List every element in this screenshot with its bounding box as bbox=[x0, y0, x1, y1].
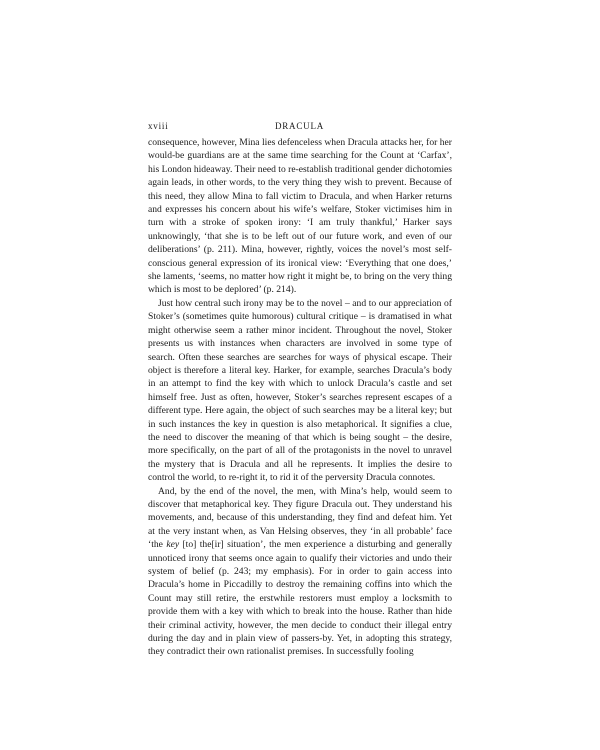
running-head bbox=[148, 121, 451, 135]
running-title: DRACULA bbox=[274, 121, 325, 131]
paragraph: consequence, however, Mina lies defenceless when Dracula attacks her, for her would-be guardians are at the same time searching for the Count at ‘Carfax’, his London hideaway. Their need to re-establish traditional gender dichotomies again leads, in other words, to the very thing they wish to prevent. Because of this need, they allow Mina to fall victim to Dracula, and when Harker returns and expresses his concern about his wife’s welfare, Stoker victimises him in turn with a stroke of spoken irony: ‘I am truly thankful,’ Harker says unknowingly, ‘that she is to be left out of our future work, and even of our deliberations’ (p. 211). Mina, however, rightly, voices the novel’s most self-conscious general expression of its ironical view: ‘Everything that one does,’ she laments, ‘seems, no matter how right it might be, to bring on the very thing which is most to be deplored’ (p. 214). bbox=[148, 137, 452, 296]
body-text bbox=[148, 136, 452, 659]
paragraph-text: [to] the[ir] situation’, the men experience a disturbing and generally unnoticed irony that seems once again to qualify their victories and undo their system of belief (p. 243; my emphasis). For in order to gain access into Dracula’s home in Piccadilly to destroy the remaining coffins into which the Count may still retire, the erstwhile restorers must employ a locksmith to provide them with a key with which to break into the house. Rather than hide their criminal activity, however, the men decide to conduct their illegal entry during the day and in plain view of passers-by. Yet, in adopting this strategy, they contradict their own rationalist premises. In successfully fooling bbox=[148, 539, 452, 658]
emphasized-word: key bbox=[166, 539, 180, 551]
paragraph bbox=[148, 485, 452, 659]
paragraph-text: And, by the end of the novel, the men, with Mina’s help, would seem to discover that metaphorical key. They figure Dracula out. They understand his movements, and, because of this understanding, they find and defeat him. Yet at the very instant when, as Van Helsing observes, they ‘in all probable’ face ‘the bbox=[148, 485, 452, 551]
page-number: xviii bbox=[148, 121, 169, 131]
paragraph: Just how central such irony may be to the novel – and to our appreciation of Stoker’s (sometimes quite humorous) cultural critique – is dramatised in what might otherwise seem a rather minor incident. Throughout the novel, Stoker presents us with instances when characters are involved in some type of search. Often these searches are searches for ways of physical escape. Their object is therefore a literal key. Harker, for example, searches Dracula’s body in an attempt to find the key with which to unlock Dracula’s castle and set himself free. Just as often, however, Stoker’s searches represent escapes of a different type. Here again, the object of such searches may be a literal key; but in such instances the key in question is also metaphorical. It signifies a clue, the need to discover the meaning of that which is being sought – the desire, more specifically, on the part of all of the protagonists in the novel to unravel the mystery that is Dracula and all he represents. It implies the desire to control the world, to re-right it, to rid it of the perversity Dracula connotes. bbox=[148, 297, 452, 484]
